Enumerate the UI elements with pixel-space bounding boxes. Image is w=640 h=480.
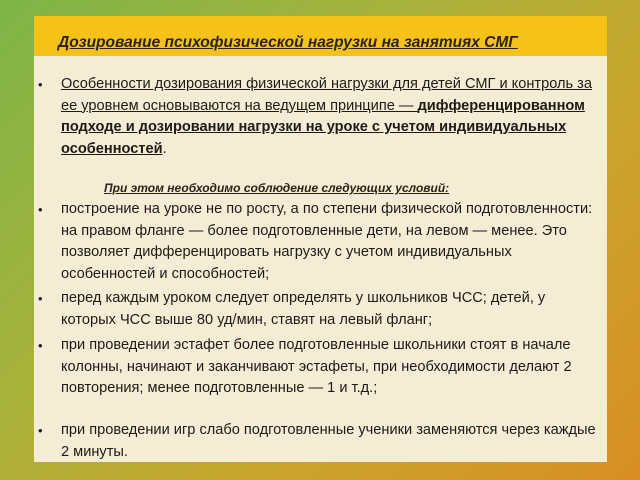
bullet-icon: • (38, 77, 43, 92)
list-item-text: при проведении эстафет более подготовленные школьники стоят в начале колонны, начинают и заканчивают эстафеты, при необходимости делают 2 повторения; менее подготовленные — 1 и т.д.; (61, 337, 572, 397)
content-area (34, 56, 607, 462)
bullet-icon: • (38, 202, 43, 217)
list-item-text: при проведении игр слабо подготовленные ученики заменяются через каждые 2 минуты. (61, 422, 596, 460)
bullet-icon: • (38, 423, 43, 438)
title-bar (34, 16, 607, 56)
list-item-text: перед каждым уроком следует определять у школьников ЧСС; детей, у которых ЧСС выше 80 уд/мин, ставят на левый фланг; (61, 290, 546, 328)
slide (34, 16, 607, 462)
bullet-icon: • (38, 338, 43, 353)
intro-emphasis: дифференцированном подходе и дозировании нагрузки на уроке с учетом индивидуальных особенностей (61, 97, 585, 157)
conditions-subheading: При этом необходимо соблюдение следующих условий: (104, 181, 450, 195)
intro-part-3: . (162, 140, 167, 157)
list-item-text: построение на уроке не по росту, а по степени физической подготовленности: на правом фланге — более подготовленные дети, на левом — менее. Это позволяет дифференцировать нагрузку с учетом индивидуальных особенностей и способностей; (61, 201, 593, 282)
intro-text (61, 74, 601, 160)
bullet-icon: • (38, 291, 43, 306)
slide-title: Дозирование психофизической нагрузки на занятиях СМГ (58, 34, 518, 51)
intro-part-1: Особенности дозирования физической нагрузки для детей СМГ и контроль за ее уровнем основываются на ведущем принципе — (61, 76, 592, 114)
